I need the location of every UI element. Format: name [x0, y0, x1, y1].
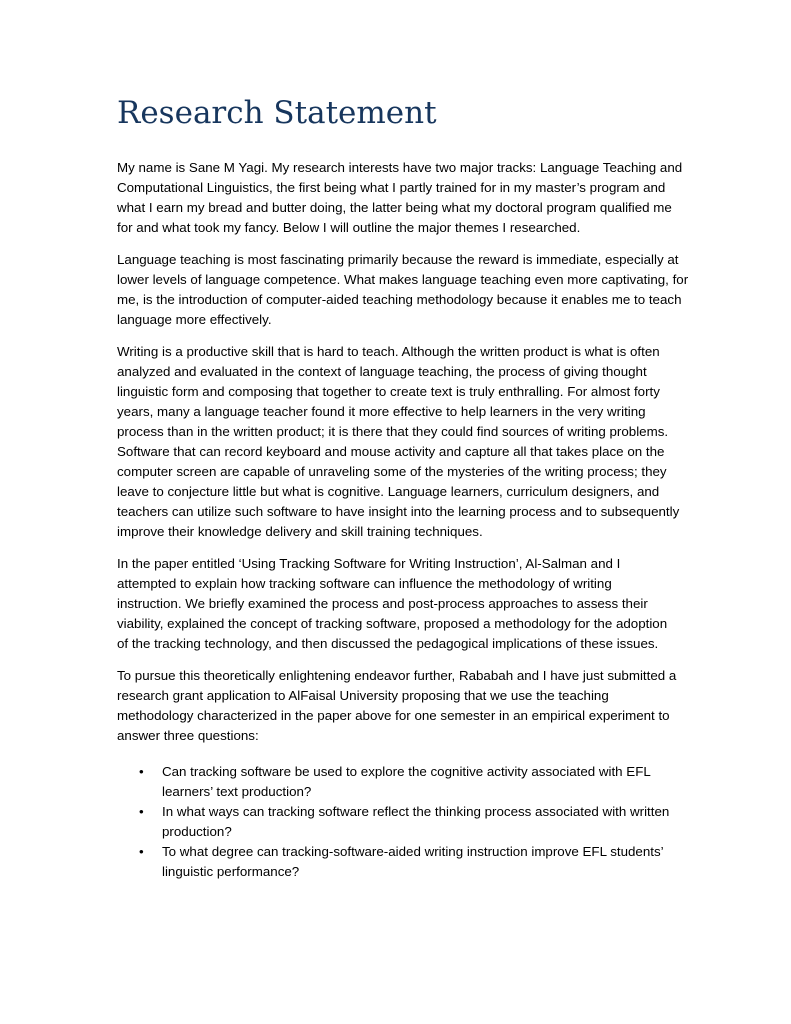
text-line: linguistic form and composing that together to create text is truly enthralling. For almost forty [117, 384, 660, 399]
text-line: years, many a language teacher found it more effective to help learners in the very writing [117, 404, 646, 419]
text-line: improve their knowledge delivery and skill training techniques. [117, 524, 483, 539]
text-line: me, is the introduction of computer-aided teaching methodology because it enables me to teach [117, 292, 682, 307]
paragraph-grant [117, 666, 677, 746]
paragraph-language-teaching [117, 250, 689, 330]
bullet-icon: • [139, 804, 144, 819]
text-line: To pursue this theoretically enlightening endeavor further, Rababah and I have just submitted a [117, 668, 677, 683]
text-line: In the paper entitled ‘Using Tracking Software for Writing Instruction’, Al-Salman and I [117, 556, 621, 571]
text-line: teachers can utilize such software to have insight into the learning process and to subsequently [117, 504, 680, 519]
text-line: instruction. We briefly examined the process and post-process approaches to assess their [117, 596, 648, 611]
paragraph-paper [117, 554, 677, 654]
text-line: Language teaching is most fascinating primarily because the reward is immediate, especially at [117, 252, 679, 267]
text-line: linguistic performance? [162, 864, 300, 879]
document-title: Research Statement [117, 95, 437, 131]
text-line: what I earn my bread and butter doing, the latter being what my doctoral program qualified me [117, 200, 672, 215]
text-line: Can tracking software be used to explore the cognitive activity associated with EFL [162, 764, 651, 779]
bullet-icon: • [139, 764, 144, 779]
list-item [117, 762, 677, 802]
document-body [117, 158, 689, 879]
text-line: attempted to explain how tracking software can influence the methodology of writing [117, 576, 612, 591]
text-line: lower levels of language competence. What makes language teaching even more captivating, for [117, 272, 689, 287]
text-line: methodology characterized in the paper above for one semester in an empirical experiment to [117, 708, 670, 723]
text-line: Software that can record keyboard and mouse activity and capture all that takes place on the [117, 444, 665, 459]
text-line: research grant application to AlFaisal University proposing that we use the teaching [117, 688, 609, 703]
text-line: production? [162, 824, 232, 839]
text-line: analyzed and evaluated in the context of language teaching, the process of giving thought [117, 364, 647, 379]
text-line: leave to conjecture little but what is cognitive. Language learners, curriculum designers, and [117, 484, 660, 499]
bullet-icon: • [139, 844, 144, 859]
text-line: computer screen are capable of unraveling some of the mysteries of the writing process; they [117, 464, 667, 479]
text-line: answer three questions: [117, 728, 259, 743]
paragraph-intro [117, 158, 683, 238]
text-line: viability, explained the concept of tracking software, proposed a methodology for the adoption [117, 616, 668, 631]
text-line: language more effectively. [117, 312, 272, 327]
text-line: of the tracking technology, and then discussed the pedagogical implications of these issues. [117, 636, 659, 651]
text-line: for and what took my fancy. Below I will outline the major themes I researched. [117, 220, 581, 235]
paragraph-writing [117, 342, 680, 542]
text-line: Writing is a productive skill that is hard to teach. Although the written product is what is often [117, 344, 660, 359]
text-line: Computational Linguistics, the first being what I partly trained for in my master’s program and [117, 180, 666, 195]
text-line: To what degree can tracking-software-aided writing instruction improve EFL students’ [162, 844, 664, 859]
text-line: My name is Sane M Yagi. My research interests have two major tracks: Language Teaching and [117, 160, 683, 175]
list-item [117, 802, 677, 842]
research-questions-list [117, 762, 677, 882]
text-line: process than in the written product; it is there that they could find sources of writing problems. [117, 424, 669, 439]
text-line: learners’ text production? [162, 784, 312, 799]
text-line: In what ways can tracking software reflect the thinking process associated with written [162, 804, 670, 819]
list-item [117, 842, 677, 882]
